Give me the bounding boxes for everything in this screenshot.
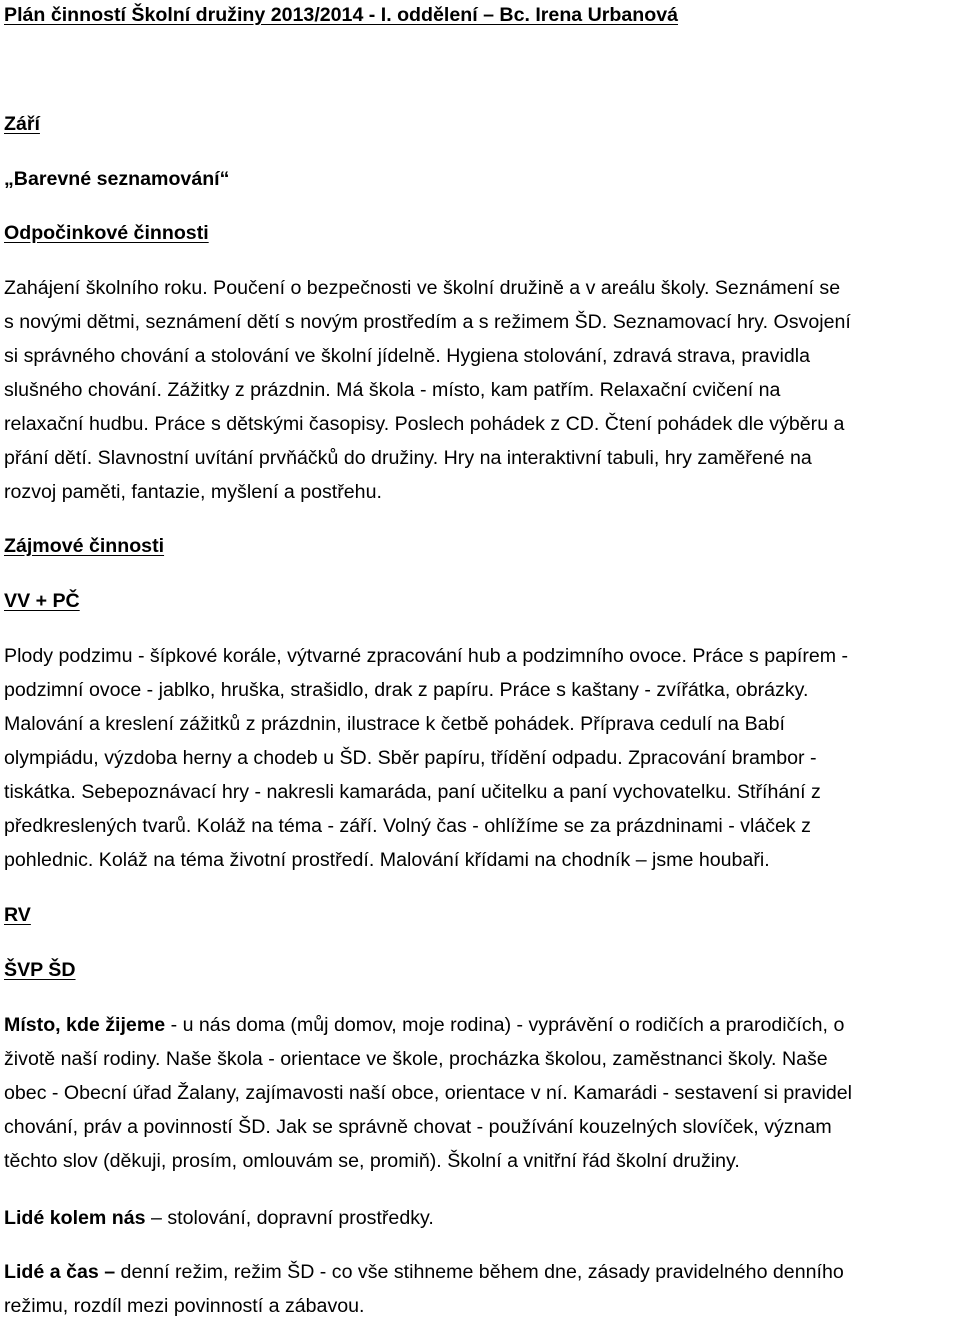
vvpc-line: Plody podzimu - šípkové korále, výtvarné zpracování hub a podzimního ovoce. Práce s papírem - <box>4 645 849 667</box>
odpocinkove-line: s novými dětmi, seznámení dětí s novým prostředím a s režimem ŠD. Seznamovací hry. Osvojení <box>4 311 851 333</box>
odpocinkove-line: Zahájení školního roku. Poučení o bezpečnosti ve školní družině a v areálu školy. Seznámení se <box>4 277 841 299</box>
month-heading: Září <box>4 113 40 135</box>
section-svp-heading: ŠVP ŠD <box>4 959 76 981</box>
vvpc-line: Malování a kreslení zážitků z prázdnin, ilustrace k četbě pohádek. Příprava cedulí na Babí <box>4 713 785 735</box>
odpocinkove-line: přání dětí. Slavnostní uvítání prvňáčků do družiny. Hry na interaktivní tabuli, hry zaměřené na <box>4 447 812 469</box>
misto-text: - u nás doma (můj domov, moje rodina) - vyprávění o rodičích a prarodičích, o <box>165 1014 845 1036</box>
vvpc-line: podzimní ovoce - jablko, hruška, strašidlo, drak z papíru. Práce s kaštany - zvířátka, obrázky. <box>4 679 809 701</box>
misto-line: obec - Obecní úřad Žalany, zajímavosti naší obce, orientace v ní. Kamarádi - sestavení si pravidel <box>4 1082 853 1104</box>
cas-line: režimu, rozdíl mezi povinností a zábavou. <box>4 1295 365 1317</box>
cas-paragraph-first-line <box>4 1263 844 1283</box>
vvpc-line: tiskátka. Sebepoznávací hry - nakresli kamaráda, paní učitelku a paní vychovatelku. Stříhání z <box>4 781 821 803</box>
odpocinkove-line: si správného chování a stolování ve školní jídelně. Hygiena stolování, zdravá strava, pravidla <box>4 345 810 367</box>
cas-label: Lidé a čas – <box>4 1261 116 1283</box>
page-title: Plán činností Školní družiny 2013/2014 - I. oddělení – Bc. Irena Urbanová <box>4 4 679 26</box>
odpocinkove-line: relaxační hudbu. Práce s dětskými časopisy. Poslech pohádek z CD. Čtení pohádek dle výběru a <box>4 413 845 435</box>
misto-line: chování, práv a povinností ŠD. Jak se správně chovat - používání kouzelných slovíček, význam <box>4 1116 832 1138</box>
cas-text: denní režim, režim ŠD - co vše stihneme během dne, zásady pravidelného denního <box>115 1261 844 1283</box>
vvpc-line: pohlednic. Koláž na téma životní prostředí. Malování křídami na chodník – jsme houbaři. <box>4 849 770 871</box>
lide-label: Lidé kolem nás <box>4 1207 146 1229</box>
section-rv-heading: RV <box>4 904 31 926</box>
section-odpocinkove-heading: Odpočinkové činnosti <box>4 222 209 244</box>
lide-text: – stolování, dopravní prostředky. <box>145 1207 434 1229</box>
misto-paragraph-first-line <box>4 1016 844 1036</box>
lide-paragraph <box>4 1209 434 1229</box>
odpocinkove-line: rozvoj paměti, fantazie, myšlení a postřehu. <box>4 481 382 503</box>
misto-line: životě naší rodiny. Naše škola - orientace ve škole, procházka školou, zaměstnanci školy. Naše <box>4 1048 828 1070</box>
vvpc-line: předkreslených tvarů. Koláž na téma - září. Volný čas - ohlížíme se za prázdninami - vláček z <box>4 815 811 837</box>
section-vvpc-heading: VV + PČ <box>4 590 80 612</box>
misto-line: těchto slov (děkuji, prosím, omlouvám se, promiň). Školní a vnitřní řád školní družiny. <box>4 1150 740 1172</box>
section-zajmove-heading: Zájmové činnosti <box>4 535 165 557</box>
odpocinkove-line: slušného chování. Zážitky z prázdnin. Má škola - místo, kam patřím. Relaxační cvičení na <box>4 379 781 401</box>
misto-label: Místo, kde žijeme <box>4 1014 166 1036</box>
vvpc-line: olympiádu, výzdoba herny a chodeb u ŠD. Sběr papíru, třídění odpadu. Zpracování brambor - <box>4 747 817 769</box>
theme-heading: „Barevné seznamování“ <box>4 168 230 190</box>
